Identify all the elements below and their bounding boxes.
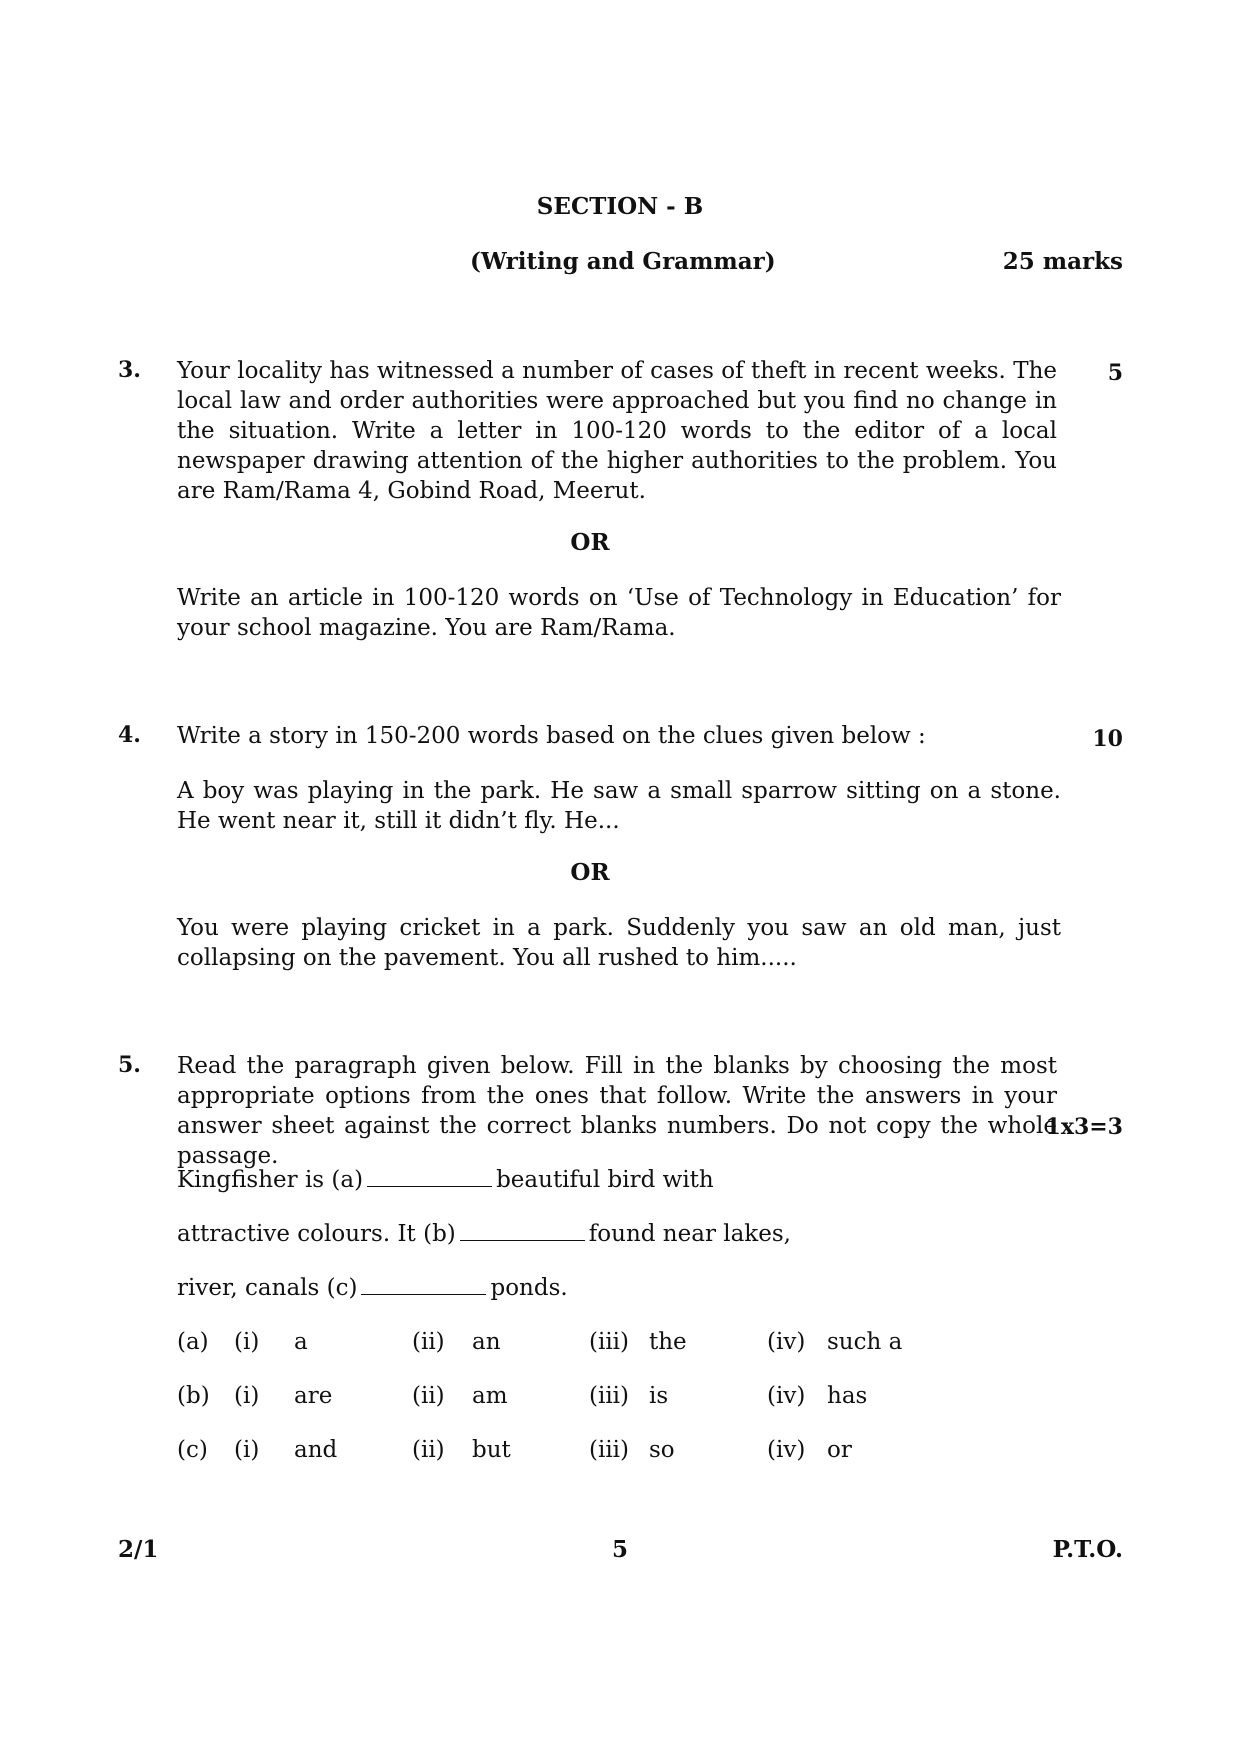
option-i-label: (i)	[234, 1437, 260, 1463]
option-iv-label: (iv)	[767, 1329, 806, 1355]
section-title	[0, 193, 1240, 220]
blank-a	[367, 1166, 492, 1187]
option-iii-value: the	[649, 1329, 687, 1355]
section-title-text: SECTION - B	[536, 193, 704, 220]
footer-pto: P.T.O.	[1052, 1536, 1123, 1563]
question-4-marks: 10	[1092, 726, 1123, 752]
question-4-or: OR	[570, 859, 610, 886]
question-5-marks: 1x3=3	[1045, 1114, 1123, 1140]
option-iv-value: has	[827, 1383, 868, 1409]
question-4-alternative: You were playing cricket in a park. Suddenly you saw an old man, just collapsing on the pavement. You all rushed to him.....	[177, 915, 1061, 971]
option-label: (a)	[177, 1329, 209, 1355]
option-iv-value: or	[827, 1437, 852, 1463]
question-3-or: OR	[570, 529, 610, 556]
option-iv-label: (iv)	[767, 1437, 806, 1463]
option-ii-value: but	[472, 1437, 511, 1463]
option-ii-label: (ii)	[412, 1437, 445, 1463]
passage-line-1-end: beautiful bird with	[496, 1167, 714, 1193]
passage-line-3	[177, 1273, 568, 1303]
passage-line-2-start: attractive colours. It (b)	[177, 1221, 456, 1247]
option-row-b	[177, 1381, 977, 1411]
passage-line-3-start: river, canals (c)	[177, 1275, 358, 1301]
option-i-value: are	[294, 1383, 333, 1409]
option-i-value: a	[294, 1329, 308, 1355]
passage-line-2-end: found near lakes,	[588, 1221, 791, 1247]
option-iii-value: is	[649, 1383, 669, 1409]
blank-c	[361, 1274, 486, 1295]
option-iii-label: (iii)	[589, 1329, 630, 1355]
passage-line-3-end: ponds.	[490, 1275, 568, 1301]
question-3-alternative: Write an article in 100-120 words on ‘Use of Technology in Education’ for your school magazine. You are Ram/Rama.	[177, 585, 1061, 641]
question-5-text: Read the paragraph given below. Fill in the blanks by choosing the most appropriate options from the ones that follow. Write the answers in your answer sheet against the correct blanks numbers. Do not copy the whole passage.	[177, 1053, 1057, 1169]
option-i-value: and	[294, 1437, 338, 1463]
option-iv-label: (iv)	[767, 1383, 806, 1409]
option-ii-value: am	[472, 1383, 508, 1409]
option-iii-label: (iii)	[589, 1383, 630, 1409]
section-total-marks: 25 marks	[1002, 248, 1123, 275]
option-i-label: (i)	[234, 1383, 260, 1409]
option-row-c	[177, 1435, 977, 1465]
passage-line-2	[177, 1219, 791, 1249]
option-iv-value: such a	[827, 1329, 903, 1355]
section-subtitle: (Writing and Grammar)	[470, 248, 776, 275]
option-ii-label: (ii)	[412, 1329, 445, 1355]
blank-b	[460, 1220, 585, 1241]
option-row-a	[177, 1327, 977, 1357]
question-3-marks: 5	[1107, 360, 1123, 386]
option-iii-label: (iii)	[589, 1437, 630, 1463]
question-5-number: 5.	[118, 1052, 141, 1078]
option-label: (b)	[177, 1383, 210, 1409]
question-3-text: Your locality has witnessed a number of cases of theft in recent weeks. The local law and order authorities were approached but you find no change in the situation. Write a letter in 100-120 words to the editor of a local newspaper drawing attention of the higher authorities to the problem. You are Ram/Rama 4, Gobind Road, Meerut.	[177, 358, 1057, 504]
question-3-number: 3.	[118, 357, 141, 383]
passage-line-1	[177, 1165, 714, 1195]
option-i-label: (i)	[234, 1329, 260, 1355]
question-4-intro: Write a story in 150-200 words based on the clues given below :	[177, 723, 926, 749]
option-ii-label: (ii)	[412, 1383, 445, 1409]
question-4-clue: A boy was playing in the park. He saw a small sparrow sitting on a stone. He went near it, still it didn’t fly. He...	[177, 778, 1061, 834]
footer-page-number: 5	[611, 1536, 628, 1563]
footer-code: 2/1	[118, 1536, 159, 1563]
option-ii-value: an	[472, 1329, 501, 1355]
question-4-number: 4.	[118, 722, 141, 748]
passage-line-1-start: Kingfisher is (a)	[177, 1167, 364, 1193]
option-iii-value: so	[649, 1437, 675, 1463]
option-label: (c)	[177, 1437, 208, 1463]
